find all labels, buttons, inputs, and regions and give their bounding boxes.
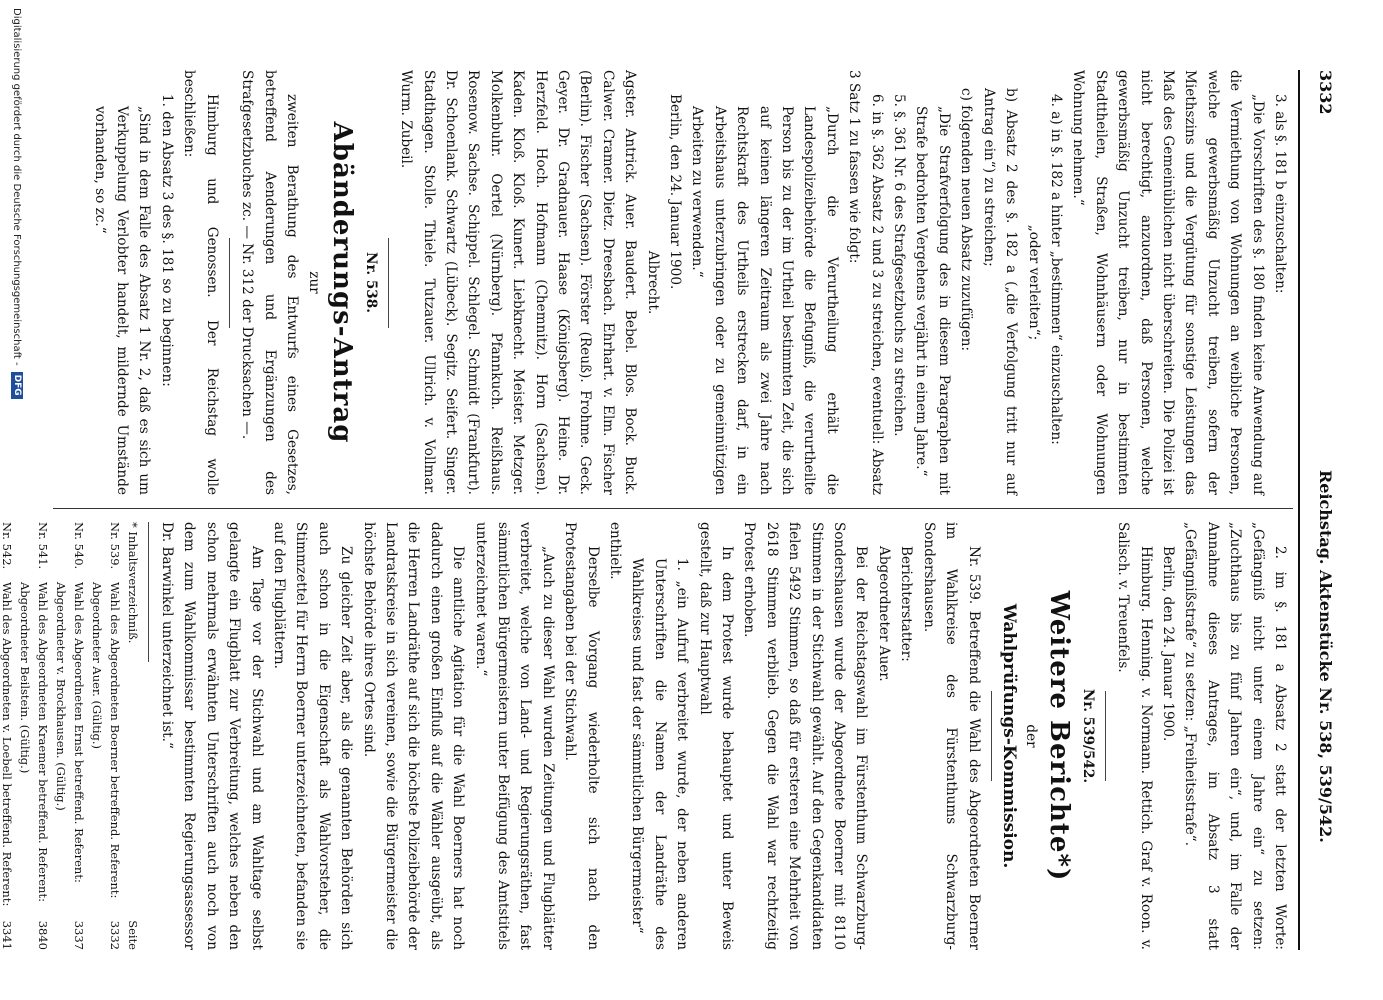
date-line: Berlin, den 24. Januar 1900.: [1159, 546, 1176, 742]
para: „Durch die Verurtheilung erhält die Landespolizeibehörde die Befugniß, die verurtheilte Person bis zu der im Urtheil bestimmten Zeit, die sich auf keinen längeren Zeitraum als zwei Jahre nach Rechtskraft des Urtheils erstrecken darf, in ein Arbeitshaus unterzubringen oder zu gemeinnützigen Arbeiten zu verwenden.“: [689, 106, 840, 495]
toc-nr: Nr. 539.: [108, 522, 123, 570]
para: 6. in §. 362 Absatz 2 und 3 zu streichen, eventuell: Absatz 3 Satz 1 zu fassen wie folgt:: [846, 70, 885, 495]
toc-text: Wahl des Abgeordneten Boerner betreffend. Referent: Abgeordneter Auer. (Gültig.): [90, 582, 123, 899]
para: 1. „ein Aufruf verbreitet wurde, der neben anderen Unterschriften die Namen der Landräthe des Wahlkreises und fast der sämmtlichen Bürgermeister“: [629, 558, 691, 950]
toc-text: Wahl des Abgeordneten Ernst betreffend. Referent: Abgeordneter v. Brockhausen. (Gültig.): [54, 582, 87, 883]
doc-number: Nr. 539/542.: [1079, 688, 1096, 784]
doc-number: Nr. 538.: [362, 252, 379, 313]
section-heading: Nr. 539. Betreffend die Wahl des Abgeordneten Boerner im Wahlkreise des Fürstenthums Schwarzburg-Sondershausen.: [920, 522, 982, 950]
para: b) Absatz 2 des §. 182 a („die Verfolgung tritt nur auf Antrag ein“) zu streichen;: [980, 88, 1020, 495]
toc-page: 3341: [0, 920, 15, 950]
para: 1. den Absatz 3 des §. 181 so zu beginnen:: [158, 94, 175, 387]
toc-row: [53, 522, 89, 950]
rapporteur-name: Abgeordneter Auer.: [875, 546, 892, 682]
running-title: Reichstag. Aktenstücke Nr. 538, 539/542.: [1316, 470, 1335, 843]
para: Die amtliche Agitation für die Wahl Boerners hat noch dadurch einen großen Einfluß auf die Wähler ausgeübt, als die Herren Landräthe auf sich die höchste Polizeibehörde der Landratskreise in sich vereinen, sowie die Bürgermeister die höchste Behörde ihres Ortes sind.: [360, 522, 467, 950]
para: 5. §. 361 Nr. 6 des Strafgesetzbuchs zu streichen.: [891, 94, 908, 437]
reports-title: Weitere Berichte*): [1044, 590, 1075, 882]
toc-nr: Nr. 541.: [36, 522, 51, 570]
toc-seite: Seite: [126, 920, 141, 950]
header-rule: [1298, 70, 1300, 950]
para: enthielt.: [607, 522, 624, 580]
page-number: 3332: [1316, 70, 1335, 115]
signers-list: Agster. Antrick. Auer. Baudert. Bebel. Blos. Bock. Buck. Calwer. Cramer. Dietz. Dreesbach. Ehrhart. v. Elm. Fischer (Berlin). Fischer (Sachsen). Förster (Reuß). Frohme. Geck. Geyer. Dr. Gradnauer. Haase (Königsberg). Heine. Dr. Herzfeld. Hoch. Hofmann (Chemnitz). Horn (Sachsen). Kaden. Kloß. Kloß. Kunert. Liebknecht. Meister. Metzger. Molkenbuhr. Oertel (Nürnberg). Pfannkuch. Reißhaus. Rosenow. Sachse. Schippel. Schlegel. Schmidt (Frankfurt). Dr. Schoenlank. Schwartz (Lübeck). Segitz. Seifert. Singer. Stadthagen. Stolle. Thiele. Tutzauer. Ullrich. v. Vollmar. Wurm. Zubeil.: [398, 70, 639, 495]
signer-main: Albrecht.: [644, 250, 661, 315]
commission-title: Wahlprüfungs-Kommission.: [998, 603, 1019, 869]
der-label: der: [1023, 724, 1040, 748]
toc-page: 3337: [72, 920, 87, 950]
para: „Sind in dem Falle des Absatz 1 Nr. 2, daß es sich um Verkuppelung Verlobter handelt, mildernde Umstände vorhanden, so zc.“: [91, 106, 153, 495]
para: Am Tage vor der Stichwahl und am Wahltage selbst gelangte ein Flugblatt zur Verbreitung, welches neben den schon mehrmals erwähnten Unterschriften auch noch von dem zum Wahlkommissar bestimmten Regierungsassessor Dr. Barwinkel unterzeichnet ist.“: [158, 522, 265, 950]
para: „Die Vorschriften des §. 180 finden keine Anwendung auf die Vermiethung von Wohnungen an weibliche Personen, welche gewerbsmäßig Unzucht treiben, sofern der Miethszins und die Vergütung für sonstige Leistungen das Maß des Gemeinüblichen nicht überschreiten. Die Polizei ist nicht berechtigt, anzuordnen, daß Personen, welche gewerbsmäßig Unzucht treiben, nur in bestimmten Stadttheilen, Straßen, Wohnhäusern oder Wohnungen Wohnung nehmen.“: [1070, 70, 1266, 495]
para: 4. a) in §. 182 a hinter „bestimmen“ einzuschalten:: [1047, 94, 1064, 445]
para: Zu gleicher Zeit aber, als die genannten Behörden sich auch schon in die Eigenschaft als Wahlvorsteher, die Stimmzettel für Herrn Boerner unterzeichneten, befanden sie auf den Flugblättern.: [270, 522, 355, 950]
para: 2. im §. 181 a Absatz 2 statt der letzten Worte: „Gefängniß nicht unter einem Jahre ein“ zu setzen: „Zuchthaus bis zu fünf Jahren ein“, und, im Falle der Annahme dieses Antrages, im Absatz 3 statt „Gefängnißstrafe“ zu setzen: „Freiheitsstrafe“.: [1182, 522, 1288, 950]
toc-nr: Nr. 540.: [72, 522, 87, 570]
toc-title: * Inhaltsverzeichniß.: [126, 522, 141, 644]
column-divider: [53, 508, 1293, 509]
separator: [388, 238, 389, 328]
para: zweiten Berathung des Entwurfs eines Gesetzes, betreffend Aenderungen und Ergänzungen des Strafgesetzbuches zc. — Nr. 312 der Drucksachen —.: [239, 70, 300, 495]
para: „Die Strafverfolgung des in diesem Paragraphen mit Strafe bedrohten Vergehens verjährt in einem Jahre.“: [913, 106, 952, 495]
toc-text: Wahl des Abgeordneten Kraemer betreffend. Referent: Abgeordneter Beilstein. (Gültig.): [18, 582, 51, 902]
para: In dem Protest wurde behauptet und unter Beweis gestellt, daß zur Hauptwahl: [696, 522, 736, 950]
para: c) folgenden neuen Absatz zuzufügen:: [958, 88, 975, 352]
para: „oder verleiten“;: [1025, 224, 1042, 341]
toc-nr: Nr. 542.: [0, 522, 15, 570]
toc-text: Wahl des Abgeordneten v. Loebell betreffend. Referent:: [0, 582, 15, 907]
digitization-footer: [11, 0, 23, 1000]
footer-text: Digitalisierung gefördert durch die Deutsche Forschungsgemeinschaft -: [11, 8, 23, 366]
left-column: [88, 70, 1291, 495]
amendment-title: Abänderungs-Antrag: [327, 121, 358, 444]
toc-row: [89, 522, 125, 950]
zur-label: zur: [306, 271, 323, 294]
separator: [1105, 691, 1106, 781]
page-header: [1305, 70, 1335, 950]
toc-page: 3840: [36, 920, 51, 950]
footnote-rule: [149, 522, 150, 662]
para: Bei der Reichstagswahl im Fürstenthum Schwarzburg-Sondershausen wurde der Abgeordnete Boerner mit 8110 Stimmen in der Stichwahl gewählt. Auf den Gegenkandidaten fielen 5492 Stimmen, so daß für ersteren eine Mehrheit von 2618 Stimmen verblieb. Gegen die Wahl war rechtzeitig Protest erhoben.: [741, 522, 870, 950]
signers-list: Himburg. Henning. v. Normann. Rettich. Graf v. Roon. v. Salisch. v. Treuenfels.: [1115, 522, 1154, 950]
dfg-logo: DFG: [11, 372, 23, 399]
para: Himburg und Genossen. Der Reichstag wolle beschließen:: [181, 70, 220, 495]
date-line: Berlin, den 24. Januar 1900.: [667, 94, 684, 290]
para: 3. als §. 181 b einzuschalten:: [1272, 94, 1288, 294]
right-column: [0, 522, 1291, 950]
para: Derselbe Vorgang wiederholte sich nach den Protestangaben bei der Stichwahl.: [562, 522, 601, 950]
toc-page: 3332: [108, 920, 123, 950]
para: „Auch zu dieser Wahl wurden Zeitungen und Flugblätter verbreitet, welche von Land- und Regierungsräthen, fast sämmtlichen Bürgermeistern unter Beifügung des Amtstitels unterzeichnet waren.“: [472, 522, 556, 950]
rapporteur-label: Berichterstatter:: [898, 546, 915, 662]
separator: [991, 691, 992, 781]
separator: [229, 238, 230, 328]
